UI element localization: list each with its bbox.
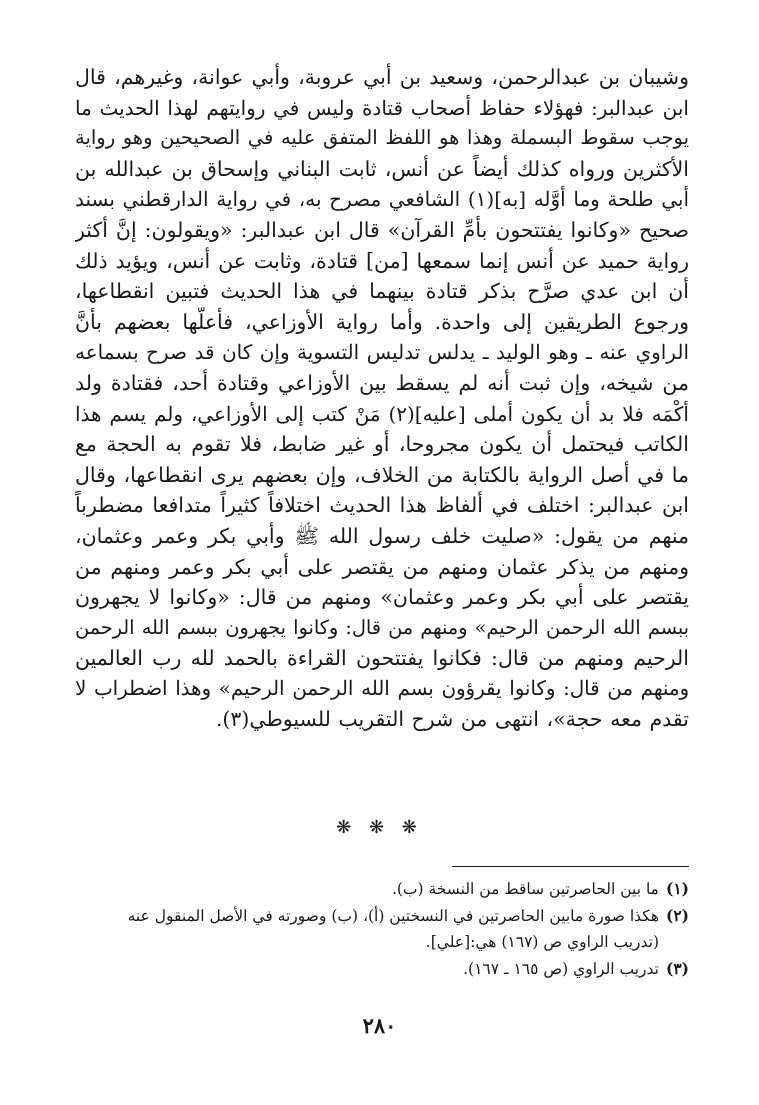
text-line: ورجوع الطريقين إلى واحدة. وأما رواية الأوزاعي، فأعلَّها بعضهم بأنَّ bbox=[75, 309, 689, 334]
footnote-number: (٣) bbox=[665, 958, 689, 978]
text-line: رواية حميد عن أنس إنما سمعها [من] قتادة، وثابت عن أنس، ويؤيد ذلك bbox=[75, 248, 689, 273]
text-line: يقتصر على أبي بكر وعمر وعثمان» ومنهم من قال: «وكانوا لا يجهرون bbox=[75, 585, 689, 610]
text-line: الراوي عنه ـ وهو الوليد ـ يدلس تدليس التسوية وإن كان قد صرح بسماعه bbox=[75, 340, 689, 365]
footnote-divider bbox=[452, 866, 689, 867]
footnote-number: (١) bbox=[665, 879, 689, 898]
footnote-line: هكذا صورة مابين الحاصرتين في النسختين (أ)، (ب) وصورته في الأصل المنقول عنه bbox=[127, 906, 659, 925]
footnote-line: ما بين الحاصرتين ساقط من النسخة (ب). bbox=[391, 880, 659, 898]
footnotes bbox=[75, 876, 689, 982]
text-line: تقدم معه حجة»، انتهى من شرح التقريب للسيوطي(٣). bbox=[215, 707, 689, 732]
page-number: ٢٨٠ bbox=[362, 1013, 397, 1038]
text-line: أكْمَه فلا بد أن يكون أملى [عليه](٢) مَنْ كتب إلى الأوزاعي، ولم يسم هذا bbox=[75, 401, 689, 426]
text-line: أبي طلحة وما أوَّله [به](١) الشافعي مصرح به، في رواية الدارقطني بسند bbox=[75, 187, 689, 212]
main-text-block bbox=[75, 62, 689, 735]
text-line: يوجب سقوط البسملة وهذا هو اللفظ المتفق عليه في الصحيحين وهو رواية bbox=[75, 126, 689, 150]
footnote-text bbox=[75, 903, 659, 956]
footnote-item bbox=[75, 876, 689, 903]
text-line: ببسم الله الرحمن الرحيم» ومنهم من قال: وكانوا يجهرون ببسم الله الرحمن bbox=[75, 615, 689, 639]
text-line: ما في أصل الرواية بالكتابة من الخلاف، وإن بعضهم يرى انقطاعها، وقال bbox=[75, 462, 689, 487]
text-line: ابن عبدالبر: اختلف في ألفاظ هذا الحديث اختلافاً كثيراً متدافعا مضطرباً bbox=[75, 493, 689, 518]
section-separator-ornament: ❋ ❋ ❋ bbox=[336, 817, 423, 838]
text-line: ابن عبدالبر: فهؤلاء حفاظ أصحاب قتادة وليس في روايتهم لهذا الحديث ما bbox=[75, 95, 689, 120]
text-line: أن ابن عدي صرَّح بذكر قتادة بينهما في هذا الحديث فتبين انقطاعها، bbox=[75, 279, 689, 304]
text-line: منهم من يقول: «صليت خلف رسول الله ﷺ وأبي بكر وعمر وعثمان، bbox=[75, 523, 689, 548]
text-line: ومنهم من قال: وكانوا يقرؤون بسم الله الرحمن الرحيم» وهذا اضطراب لا bbox=[75, 676, 689, 700]
footnote-number: (٢) bbox=[665, 905, 689, 925]
text-line: وشيبان بن عبدالرحمن، وسعيد بن أبي عروبة، وأبي عوانة، وغيرهم، قال bbox=[75, 65, 689, 89]
text-line: من شيخه، وإن ثبت أنه لم يسقط بين الأوزاعي وقتادة أحد، فقتادة ولد bbox=[75, 370, 689, 395]
footnote-item bbox=[75, 956, 689, 983]
text-line: الأكثرين ورواه كذلك أيضاً عن أنس، ثابت البناني وإسحاق بن عبدالله بن bbox=[75, 156, 689, 181]
footnote-item bbox=[75, 903, 689, 956]
text-line: ومنهم من يذكر عثمان ومنهم من يقتصر على أبي بكر وعمر ومنهم من bbox=[75, 554, 689, 579]
footnote-text bbox=[75, 876, 659, 903]
footnote-line: تدريب الراوي (ص ١٦٥ ـ ١٦٧). bbox=[463, 959, 659, 978]
text-line: الرحيم ومنهم من قال: فكانوا يفتتحون القراءة بالحمد لله رب العالمين bbox=[75, 646, 689, 671]
body-paragraph bbox=[75, 62, 689, 735]
text-line: صحيح «وكانوا يفتتحون بأمِّ القرآن» قال ابن عبدالبر: «ويقولون: إنَّ أكثر bbox=[75, 217, 689, 242]
text-line: الكاتب فيحتمل أن يكون مجروحا، أو غير ضابط، فلا تقوم به الحجة مع bbox=[75, 432, 689, 457]
footnote-line: (تدريب الراوي ص (١٦٧) هي:[علي]. bbox=[425, 933, 659, 951]
footnote-text bbox=[75, 956, 659, 983]
